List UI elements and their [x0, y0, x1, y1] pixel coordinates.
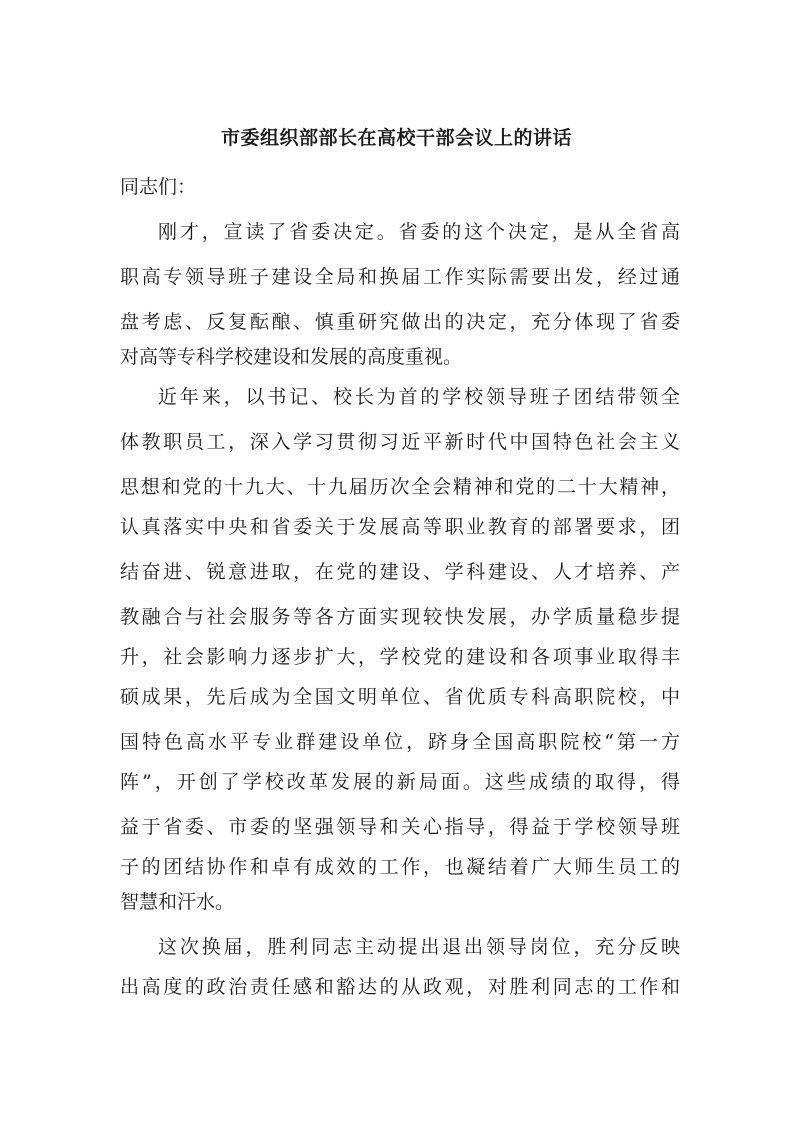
paragraph-line: 智慧和汗水。 — [120, 891, 235, 913]
paragraph-line: 硕成果，先后成为全国文明单位、省优质专科高职院校，中 — [120, 686, 680, 708]
paragraph-line: 教融合与社会服务等各方面实现较快发展，办学质量稳步提 — [120, 606, 680, 628]
paragraph-line: 升，社会影响力逐步扩大，学校党的建设和各项事业取得丰 — [120, 646, 680, 668]
paragraph-line: 刚才，宣读了省委决定。省委的这个决定，是从全省高 — [158, 221, 680, 243]
paragraph-line: 益于省委、市委的坚强领导和关心指导，得益于学校领导班 — [120, 816, 680, 838]
paragraph-line: 对高等专科学校建设和发展的高度重视。 — [120, 346, 463, 368]
paragraph-line: 认真落实中央和省委关于发展高等职业教育的部署要求，团 — [120, 516, 680, 538]
paragraph-line: 子的团结协作和卓有成效的工作，也凝结着广大师生员工的 — [120, 856, 680, 878]
paragraph-line: 职高专领导班子建设全局和换届工作实际需要出发，经过通 — [120, 266, 680, 288]
paragraph-line: 盘考虑、反复酝酿、慎重研究做出的决定，充分体现了省委 — [120, 311, 680, 333]
document-title: 市委组织部部长在高校干部会议上的讲话 — [220, 127, 572, 149]
paragraph-line: 国特色高水平专业群建设单位，跻身全国高职院校“第一方 — [120, 731, 680, 753]
paragraph-line: 体教职员工，深入学习贯彻习近平新时代中国特色社会主义 — [120, 431, 680, 453]
paragraph-line: 结奋进、锐意进取，在党的建设、学科建设、人才培养、产 — [120, 561, 680, 583]
paragraph-line: 这次换届，胜利同志主动提出退出领导岗位，充分反映 — [158, 936, 680, 958]
salutation: 同志们： — [120, 176, 197, 198]
paragraph-line: 思想和党的十九大、十九届历次全会精神和党的二十大精神， — [120, 476, 680, 498]
paragraph-line: 出高度的政治责任感和豁达的从政观，对胜利同志的工作和 — [120, 976, 680, 998]
paragraph-line: 近年来，以书记、校长为首的学校领导班子团结带领全 — [158, 386, 680, 408]
paragraph-line: 阵”，开创了学校改革发展的新局面。这些成绩的取得，得 — [120, 771, 680, 793]
